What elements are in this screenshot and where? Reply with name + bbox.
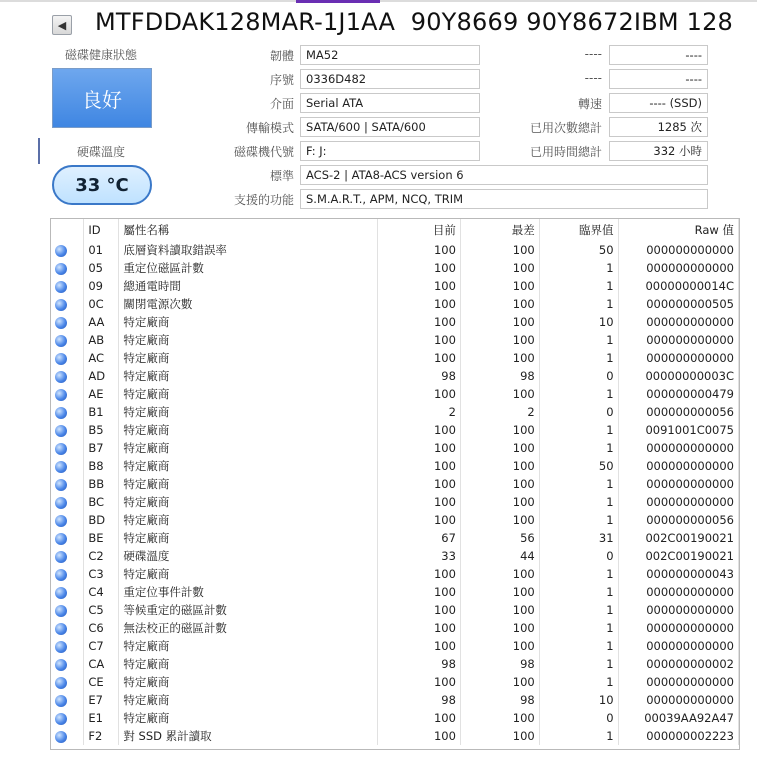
attribute-id: B8: [84, 457, 119, 475]
header-raw-value[interactable]: Raw 值: [618, 219, 738, 241]
threshold-value: 1: [539, 475, 618, 493]
attribute-id: C7: [84, 637, 119, 655]
status-good-icon: [55, 245, 67, 257]
attribute-id: E7: [84, 691, 119, 709]
attribute-name: 特定廠商: [119, 403, 377, 421]
attribute-id: C6: [84, 619, 119, 637]
status-cell: [51, 565, 84, 583]
worst-value: 98: [460, 367, 539, 385]
attribute-name: 特定廠商: [119, 565, 377, 583]
raw-value: 000000000000: [618, 637, 738, 655]
status-cell: [51, 475, 84, 493]
status-good-icon: [55, 335, 67, 347]
attribute-name: 特定廠商: [119, 655, 377, 673]
threshold-value: 1: [539, 583, 618, 601]
threshold-value: 1: [539, 259, 618, 277]
status-cell: [51, 367, 84, 385]
temperature-value: 33 °C: [75, 174, 129, 196]
right-info-field-1: ----: [609, 45, 708, 65]
raw-value: 000000000505: [618, 295, 738, 313]
raw-value: 000000000000: [618, 259, 738, 277]
worst-value: 100: [460, 637, 539, 655]
threshold-value: 1: [539, 673, 618, 691]
features-field: S.M.A.R.T., APM, NCQ, TRIM: [300, 189, 708, 209]
current-value: 98: [377, 691, 460, 709]
smart-attributes-table[interactable]: [50, 218, 740, 750]
attribute-name: 關閉電源次數: [119, 295, 377, 313]
serial-field: 0336D482: [300, 69, 480, 89]
status-cell: [51, 403, 84, 421]
threshold-value: 0: [539, 547, 618, 565]
status-good-icon: [55, 299, 67, 311]
raw-value: 00000000014C: [618, 277, 738, 295]
attribute-id: BD: [84, 511, 119, 529]
threshold-value: 1: [539, 601, 618, 619]
power-on-count-field: 1285 次: [609, 117, 708, 137]
table-row[interactable]: [51, 547, 739, 565]
worst-value: 100: [460, 295, 539, 313]
table-row[interactable]: [51, 457, 739, 475]
attribute-name: 特定廠商: [119, 709, 377, 727]
status-cell: [51, 295, 84, 313]
table-row[interactable]: [51, 637, 739, 655]
worst-value: 98: [460, 655, 539, 673]
raw-value: 000000000000: [618, 583, 738, 601]
attribute-id: 05: [84, 259, 119, 277]
status-good-icon: [55, 533, 67, 545]
status-cell: [51, 385, 84, 403]
status-good-icon: [55, 515, 67, 527]
table-row[interactable]: [51, 565, 739, 583]
active-tab-indicator[interactable]: [296, 0, 380, 3]
attribute-name: 特定廠商: [119, 421, 377, 439]
raw-value: 000000000000: [618, 457, 738, 475]
status-cell: [51, 421, 84, 439]
table-row[interactable]: [51, 331, 739, 349]
status-cell: [51, 259, 84, 277]
status-cell: [51, 673, 84, 691]
threshold-value: 50: [539, 457, 618, 475]
firmware-field: MA52: [300, 45, 480, 65]
status-cell: [51, 655, 84, 673]
table-row[interactable]: [51, 295, 739, 313]
status-good-icon: [55, 461, 67, 473]
raw-value: 000000000479: [618, 385, 738, 403]
table-row[interactable]: [51, 601, 739, 619]
raw-value: 000000000000: [618, 673, 738, 691]
status-good-icon: [55, 659, 67, 671]
status-cell: [51, 583, 84, 601]
current-value: 100: [377, 277, 460, 295]
status-cell: [51, 349, 84, 367]
threshold-value: 1: [539, 511, 618, 529]
status-good-icon: [55, 695, 67, 707]
worst-value: 56: [460, 529, 539, 547]
raw-value: 000000000056: [618, 403, 738, 421]
header-current[interactable]: 目前: [377, 219, 460, 241]
worst-value: 100: [460, 511, 539, 529]
features-label: 支援的功能: [233, 193, 294, 207]
raw-value: 000000000000: [618, 439, 738, 457]
header-threshold[interactable]: 臨界值: [539, 219, 618, 241]
worst-value: 100: [460, 313, 539, 331]
status-cell: [51, 439, 84, 457]
current-value: 100: [377, 457, 460, 475]
status-cell: [51, 727, 84, 745]
table-row[interactable]: [51, 673, 739, 691]
attribute-name: 無法校正的磁區計數: [119, 619, 377, 637]
status-good-icon: [55, 587, 67, 599]
attribute-name: 特定廠商: [119, 493, 377, 511]
attribute-name: 特定廠商: [119, 673, 377, 691]
worst-value: 100: [460, 709, 539, 727]
current-value: 33: [377, 547, 460, 565]
status-cell: [51, 601, 84, 619]
standard-label: 標準: [269, 169, 294, 183]
interface-field: Serial ATA: [300, 93, 480, 113]
raw-value: 000000000000: [618, 313, 738, 331]
table-row[interactable]: [51, 439, 739, 457]
attribute-name: 特定廠商: [119, 511, 377, 529]
status-good-icon: [55, 641, 67, 653]
current-value: 100: [377, 349, 460, 367]
attribute-id: C4: [84, 583, 119, 601]
table-row[interactable]: [51, 241, 739, 259]
worst-value: 100: [460, 475, 539, 493]
raw-value: 000000000000: [618, 331, 738, 349]
status-cell: [51, 241, 84, 259]
status-good-icon: [55, 713, 67, 725]
attribute-name: 特定廠商: [119, 385, 377, 403]
table-row[interactable]: [51, 619, 739, 637]
table-row[interactable]: [51, 691, 739, 709]
right-info-label-1: ----: [584, 47, 602, 61]
attribute-id: F2: [84, 727, 119, 745]
worst-value: 2: [460, 403, 539, 421]
attribute-name: 特定廠商: [119, 475, 377, 493]
current-value: 100: [377, 295, 460, 313]
worst-value: 98: [460, 691, 539, 709]
right-info-field-2: ----: [609, 69, 708, 89]
header-attribute-name[interactable]: 屬性名稱: [119, 219, 377, 241]
status-good-icon: [55, 677, 67, 689]
status-cell: [51, 511, 84, 529]
threshold-value: 1: [539, 295, 618, 313]
status-cell: [51, 331, 84, 349]
status-cell: [51, 313, 84, 331]
table-row[interactable]: [51, 385, 739, 403]
raw-value: 00039AA92A47: [618, 709, 738, 727]
attribute-id: CA: [84, 655, 119, 673]
status-good-icon: [55, 605, 67, 617]
current-value: 98: [377, 655, 460, 673]
attribute-id: BC: [84, 493, 119, 511]
worst-value: 44: [460, 547, 539, 565]
status-cell: [51, 547, 84, 565]
worst-value: 100: [460, 565, 539, 583]
attribute-id: AA: [84, 313, 119, 331]
status-good-icon: [55, 281, 67, 293]
attribute-id: AE: [84, 385, 119, 403]
health-status-value: 良好: [82, 87, 122, 112]
attribute-name: 對 SSD 累計讀取: [119, 727, 377, 745]
raw-value: 00000000003C: [618, 367, 738, 385]
attribute-id: 01: [84, 241, 119, 259]
worst-value: 100: [460, 619, 539, 637]
attribute-name: 特定廠商: [119, 691, 377, 709]
status-good-icon: [55, 425, 67, 437]
attribute-id: AC: [84, 349, 119, 367]
status-good-icon: [55, 389, 67, 401]
table-row[interactable]: [51, 727, 739, 745]
header-worst[interactable]: 最差: [460, 219, 539, 241]
threshold-value: 1: [539, 655, 618, 673]
threshold-value: 1: [539, 565, 618, 583]
header-id[interactable]: ID: [84, 219, 119, 241]
raw-value: 0091001C0075: [618, 421, 738, 439]
transfer-mode-field: SATA/600 | SATA/600: [300, 117, 480, 137]
table-row[interactable]: [51, 403, 739, 421]
threshold-value: 1: [539, 493, 618, 511]
status-good-icon: [55, 407, 67, 419]
current-value: 100: [377, 385, 460, 403]
table-row[interactable]: [51, 259, 739, 277]
left-edge-marker: [38, 138, 40, 164]
current-value: 100: [377, 331, 460, 349]
worst-value: 100: [460, 385, 539, 403]
status-good-icon: [55, 623, 67, 635]
previous-drive-button[interactable]: [52, 15, 72, 35]
threshold-value: 1: [539, 349, 618, 367]
table-row[interactable]: [51, 277, 739, 295]
table-row[interactable]: [51, 349, 739, 367]
attribute-id: C2: [84, 547, 119, 565]
status-good-icon: [55, 371, 67, 383]
current-value: 2: [377, 403, 460, 421]
attribute-name: 特定廠商: [119, 529, 377, 547]
attribute-name: 特定廠商: [119, 439, 377, 457]
health-status-badge[interactable]: [52, 68, 152, 128]
status-good-icon: [55, 497, 67, 509]
status-good-icon: [55, 443, 67, 455]
worst-value: 100: [460, 493, 539, 511]
status-good-icon: [55, 479, 67, 491]
table-row[interactable]: [51, 313, 739, 331]
attribute-id: BE: [84, 529, 119, 547]
current-value: 100: [377, 727, 460, 745]
worst-value: 100: [460, 241, 539, 259]
threshold-value: 1: [539, 421, 618, 439]
threshold-value: 1: [539, 385, 618, 403]
interface-label: 介面: [269, 97, 294, 111]
rotation-rate-field: ---- (SSD): [609, 93, 708, 113]
threshold-value: 1: [539, 637, 618, 655]
status-good-icon: [55, 569, 67, 581]
worst-value: 100: [460, 439, 539, 457]
transfer-mode-label: 傳輸模式: [245, 121, 294, 135]
attribute-name: 硬碟溫度: [119, 547, 377, 565]
current-value: 100: [377, 565, 460, 583]
attribute-id: E1: [84, 709, 119, 727]
health-status-label: 磁碟健康狀態: [64, 48, 137, 62]
attribute-id: AB: [84, 331, 119, 349]
worst-value: 100: [460, 583, 539, 601]
attribute-name: 重定位磁區計數: [119, 259, 377, 277]
current-value: 100: [377, 475, 460, 493]
status-cell: [51, 529, 84, 547]
raw-value: 000000000000: [618, 475, 738, 493]
worst-value: 100: [460, 259, 539, 277]
table-row[interactable]: [51, 421, 739, 439]
current-value: 100: [377, 601, 460, 619]
attribute-name: 特定廠商: [119, 637, 377, 655]
current-value: 100: [377, 493, 460, 511]
standard-field: ACS-2 | ATA8-ACS version 6: [300, 165, 708, 185]
attribute-id: 09: [84, 277, 119, 295]
power-on-count-label: 已用次數總計: [529, 121, 602, 135]
raw-value: 000000000002: [618, 655, 738, 673]
worst-value: 100: [460, 421, 539, 439]
table-row[interactable]: [51, 367, 739, 385]
current-value: 100: [377, 313, 460, 331]
status-cell: [51, 457, 84, 475]
threshold-value: 10: [539, 313, 618, 331]
threshold-value: 1: [539, 727, 618, 745]
attribute-name: 特定廠商: [119, 331, 377, 349]
current-value: 100: [377, 709, 460, 727]
status-cell: [51, 493, 84, 511]
current-value: 100: [377, 259, 460, 277]
drive-letter-field: F: J:: [300, 141, 480, 161]
attribute-name: 特定廠商: [119, 367, 377, 385]
attribute-id: B1: [84, 403, 119, 421]
drive-model-title: MTFDDAK128MAR-1J1AA 90Y8669 90Y8672IBM 128: [95, 8, 734, 36]
serial-label: 序號: [269, 73, 294, 87]
current-value: 100: [377, 241, 460, 259]
current-value: 100: [377, 511, 460, 529]
table-row[interactable]: [51, 655, 739, 673]
status-cell: [51, 277, 84, 295]
worst-value: 100: [460, 673, 539, 691]
current-value: 100: [377, 637, 460, 655]
status-good-icon: [55, 263, 67, 275]
temperature-label: 硬碟溫度: [76, 145, 125, 159]
table-header-row: [51, 219, 739, 241]
attribute-id: C5: [84, 601, 119, 619]
attribute-id: BB: [84, 475, 119, 493]
table-row[interactable]: [51, 475, 739, 493]
rotation-rate-label: 轉速: [577, 97, 602, 111]
current-value: 100: [377, 583, 460, 601]
threshold-value: 1: [539, 277, 618, 295]
threshold-value: 0: [539, 403, 618, 421]
worst-value: 100: [460, 349, 539, 367]
status-good-icon: [55, 353, 67, 365]
raw-value: 000000000043: [618, 565, 738, 583]
worst-value: 100: [460, 727, 539, 745]
status-good-icon: [55, 731, 67, 743]
threshold-value: 1: [539, 331, 618, 349]
attribute-name: 總通電時間: [119, 277, 377, 295]
table-row[interactable]: [51, 493, 739, 511]
current-value: 100: [377, 673, 460, 691]
raw-value: 000000000000: [618, 601, 738, 619]
attribute-id: B7: [84, 439, 119, 457]
table-row[interactable]: [51, 583, 739, 601]
current-value: 100: [377, 619, 460, 637]
status-cell: [51, 709, 84, 727]
attribute-name: 特定廠商: [119, 457, 377, 475]
threshold-value: 1: [539, 619, 618, 637]
attribute-name: 重定位事件計數: [119, 583, 377, 601]
attribute-name: 特定廠商: [119, 313, 377, 331]
attribute-id: B5: [84, 421, 119, 439]
current-value: 98: [377, 367, 460, 385]
threshold-value: 31: [539, 529, 618, 547]
attribute-id: C3: [84, 565, 119, 583]
back-arrow-icon: ◀: [57, 18, 67, 32]
drive-letter-label: 磁碟機代號: [233, 145, 294, 159]
attribute-name: 特定廠商: [119, 349, 377, 367]
right-info-label-2: ----: [584, 71, 602, 85]
power-on-hours-label: 已用時間總計: [529, 145, 602, 159]
status-good-icon: [55, 551, 67, 563]
raw-value: 000000000056: [618, 511, 738, 529]
current-value: 100: [377, 421, 460, 439]
threshold-value: 0: [539, 367, 618, 385]
table-row[interactable]: [51, 511, 739, 529]
raw-value: 002C00190021: [618, 529, 738, 547]
status-cell: [51, 691, 84, 709]
attribute-id: 0C: [84, 295, 119, 313]
raw-value: 000000000000: [618, 241, 738, 259]
header-status[interactable]: [51, 219, 84, 241]
threshold-value: 1: [539, 439, 618, 457]
raw-value: 000000002223: [618, 727, 738, 745]
attribute-name: 底層資料讀取錯誤率: [119, 241, 377, 259]
attribute-id: CE: [84, 673, 119, 691]
raw-value: 000000000000: [618, 619, 738, 637]
raw-value: 000000000000: [618, 349, 738, 367]
current-value: 100: [377, 439, 460, 457]
status-good-icon: [55, 317, 67, 329]
threshold-value: 10: [539, 691, 618, 709]
threshold-value: 50: [539, 241, 618, 259]
worst-value: 100: [460, 277, 539, 295]
raw-value: 000000000000: [618, 691, 738, 709]
power-on-hours-field: 332 小時: [609, 141, 708, 161]
attribute-name: 等候重定的磁區計數: [119, 601, 377, 619]
raw-value: 000000000000: [618, 493, 738, 511]
worst-value: 100: [460, 457, 539, 475]
raw-value: 002C00190021: [618, 547, 738, 565]
attribute-id: AD: [84, 367, 119, 385]
status-cell: [51, 619, 84, 637]
worst-value: 100: [460, 601, 539, 619]
threshold-value: 0: [539, 709, 618, 727]
temperature-badge[interactable]: [52, 165, 152, 205]
worst-value: 100: [460, 331, 539, 349]
table-row[interactable]: [51, 529, 739, 547]
table-row[interactable]: [51, 709, 739, 727]
current-value: 67: [377, 529, 460, 547]
status-cell: [51, 637, 84, 655]
firmware-label: 韌體: [269, 49, 294, 63]
